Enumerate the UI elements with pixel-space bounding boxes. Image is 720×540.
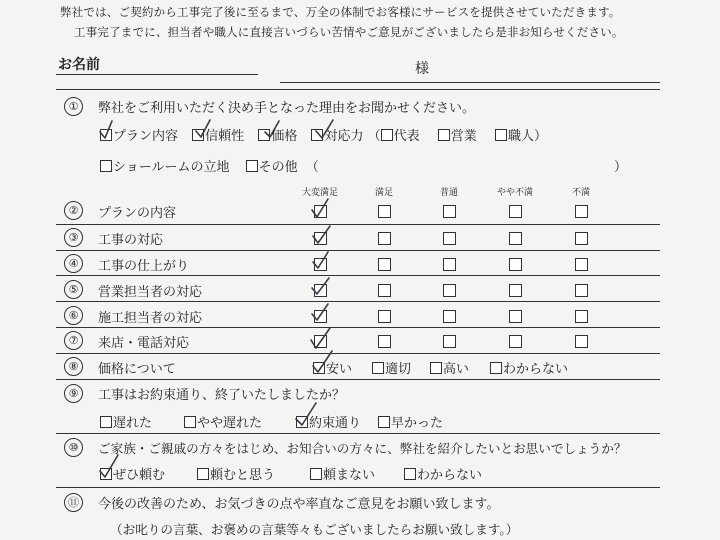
section-divider <box>56 433 660 434</box>
rating-row-label: 工事の仕上がり <box>98 259 190 274</box>
checkbox[interactable] <box>100 416 112 428</box>
column-header-slightly-dissatisfied: やや不満 <box>496 188 533 198</box>
q1-options-row-1 <box>100 125 547 144</box>
row-divider <box>56 275 660 276</box>
q1-other-open-paren: （ <box>305 160 319 175</box>
row-divider <box>56 353 660 354</box>
q1-option-craftsman[interactable]: 職人 <box>495 129 534 144</box>
question-number-8: ⑧ <box>64 357 83 376</box>
name-suffix: 様 <box>415 61 429 77</box>
checkbox[interactable] <box>310 468 322 480</box>
rating-checkbox-6-5[interactable] <box>575 310 588 323</box>
q10-option-definitely[interactable]: ぜひ頼む <box>100 464 165 483</box>
name-label-underline <box>56 74 258 75</box>
q8-option-appropriate[interactable]: 適切 <box>372 358 411 377</box>
checkbox[interactable] <box>311 129 323 141</box>
question-number-5: ⑤ <box>64 280 83 299</box>
q1-option-plan[interactable]: プラン内容 <box>100 129 178 144</box>
checkbox[interactable] <box>192 129 204 141</box>
q9-option-early[interactable]: 早かった <box>378 412 443 431</box>
q10-option-no[interactable]: 頼まない <box>310 464 375 483</box>
rating-checkbox-5-2[interactable] <box>378 284 391 297</box>
name-label: お名前 <box>58 57 100 73</box>
q9-option-slightly-late[interactable]: やや遅れた <box>184 412 262 431</box>
rating-checkbox-3-3[interactable] <box>443 232 456 245</box>
q9-option-late[interactable]: 遅れた <box>100 412 152 431</box>
q1-open-paren: （ <box>367 129 381 144</box>
rating-row-label: 営業担当者の対応 <box>98 285 203 300</box>
question-number-2: ② <box>64 201 83 220</box>
q8-option-expensive[interactable]: 高い <box>430 358 469 377</box>
rating-checkbox-5-3[interactable] <box>443 284 456 297</box>
intro-line-1: 弊社では、ご契約から工事完了後に至るまで、万全の体制でお客様にサービスを提供させていただきます。 <box>60 5 621 19</box>
rating-checkbox-4-1[interactable] <box>314 258 327 271</box>
rating-row-label: 施工担当者の対応 <box>98 311 203 326</box>
q10-option-probably[interactable]: 頼むと思う <box>197 464 275 483</box>
rating-checkbox-3-1[interactable] <box>314 232 327 245</box>
checkbox[interactable] <box>404 468 416 480</box>
checkbox[interactable] <box>378 416 390 428</box>
rating-row-label: プランの内容 <box>98 206 177 221</box>
question-number-1: ① <box>64 97 83 116</box>
row-divider <box>56 224 660 225</box>
q1-option-price[interactable]: 価格 <box>258 129 297 144</box>
checkbox[interactable] <box>372 362 384 374</box>
row-divider <box>56 379 660 380</box>
rating-checkbox-6-4[interactable] <box>509 310 522 323</box>
question-number-3: ③ <box>64 228 83 247</box>
intro-line-2: 工事完了までに、担当者や職人に直接言いづらい苦情やご意見がございましたら是非お知らせください。 <box>74 25 624 39</box>
checkbox[interactable] <box>197 468 209 480</box>
rating-checkbox-4-5[interactable] <box>575 258 588 271</box>
rating-checkbox-5-4[interactable] <box>509 284 522 297</box>
rating-checkbox-7-5[interactable] <box>575 335 588 348</box>
q8-label: 価格について <box>98 362 176 377</box>
q1-close-paren: ） <box>533 129 547 144</box>
rating-checkbox-2-3[interactable] <box>443 205 456 218</box>
rating-checkbox-6-1[interactable] <box>314 310 327 323</box>
checkbox[interactable] <box>258 129 270 141</box>
column-header-dissatisfied: 不満 <box>571 188 590 198</box>
rating-checkbox-7-4[interactable] <box>509 335 522 348</box>
checkbox[interactable] <box>100 468 112 480</box>
q9-text: 工事はお約束通り、終了いたしましたか？ <box>98 388 346 403</box>
checkbox[interactable] <box>381 129 393 141</box>
rating-checkbox-5-5[interactable] <box>575 284 588 297</box>
rating-checkbox-6-2[interactable] <box>378 310 391 323</box>
q1-option-showroom[interactable]: ショールームの立地 <box>100 160 229 175</box>
question-number-9: ⑨ <box>64 384 83 403</box>
q11-text: 今後の改善のため、お気づきの点や率直なご意見をお願い致します。 <box>98 497 500 512</box>
rating-checkbox-7-2[interactable] <box>378 335 391 348</box>
q8-option-unknown[interactable]: わからない <box>490 358 568 377</box>
rating-checkbox-7-1[interactable] <box>314 335 327 348</box>
q10-option-unknown[interactable]: わからない <box>404 464 482 483</box>
rating-checkbox-3-4[interactable] <box>509 232 522 245</box>
q9-option-on-time[interactable]: 約束通り <box>296 412 361 431</box>
q1-option-sales[interactable]: 営業 <box>438 129 477 144</box>
q1-option-rep[interactable]: 代表 <box>381 129 420 144</box>
checkbox[interactable] <box>490 362 502 374</box>
checkbox[interactable] <box>100 160 112 172</box>
rating-checkbox-4-4[interactable] <box>509 258 522 271</box>
rating-checkbox-5-1[interactable] <box>314 284 327 297</box>
rating-checkbox-4-3[interactable] <box>443 258 456 271</box>
q10-text: ご家族・ご親戚の方々をはじめ、お知合いの方々に、弊社を紹介したいとお思いでしょうか？ <box>98 441 627 456</box>
rating-checkbox-6-3[interactable] <box>443 310 456 323</box>
rating-row-label: 来店・電話対応 <box>98 336 190 351</box>
rating-checkbox-2-5[interactable] <box>575 205 588 218</box>
checkbox[interactable] <box>438 129 450 141</box>
checkbox[interactable] <box>246 160 258 172</box>
q1-option-trust[interactable]: 信頼性 <box>192 129 244 144</box>
q8-option-cheap[interactable]: 安い <box>313 358 352 377</box>
row-divider <box>56 301 660 302</box>
section-divider <box>56 89 660 90</box>
checkbox[interactable] <box>100 129 112 141</box>
row-divider <box>56 327 660 328</box>
rating-checkbox-3-2[interactable] <box>378 232 391 245</box>
checkbox[interactable] <box>184 416 196 428</box>
q1-option-response[interactable]: 対応力 <box>311 129 363 144</box>
checkbox[interactable] <box>313 362 325 374</box>
q1-option-other[interactable]: その他 <box>246 160 298 175</box>
question-number-7: ⑦ <box>64 331 83 350</box>
name-field-line[interactable] <box>280 82 660 83</box>
checkbox[interactable] <box>430 362 442 374</box>
column-header-satisfied: 満足 <box>374 188 393 198</box>
q1-text: 弊社をご利用いただく決め手となった理由をお聞かせください。 <box>98 101 476 116</box>
rating-checkbox-2-1[interactable] <box>314 205 327 218</box>
rating-checkbox-3-5[interactable] <box>575 232 588 245</box>
row-divider <box>56 250 660 251</box>
question-number-10: ⑩ <box>64 438 83 457</box>
q1-other-close-paren: ） <box>614 160 628 175</box>
section-divider <box>56 487 660 488</box>
checkbox[interactable] <box>296 416 308 428</box>
rating-checkbox-7-3[interactable] <box>443 335 456 348</box>
question-number-11: ⑪ <box>64 493 83 512</box>
question-number-4: ④ <box>64 254 83 273</box>
rating-row-label: 工事の対応 <box>98 233 164 248</box>
rating-checkbox-2-4[interactable] <box>509 205 522 218</box>
question-number-6: ⑥ <box>64 306 83 325</box>
column-header-neutral: 普通 <box>439 188 458 198</box>
q1-options-row-2 <box>100 156 319 175</box>
checkbox[interactable] <box>495 129 507 141</box>
rating-checkbox-4-2[interactable] <box>378 258 391 271</box>
rating-checkbox-2-2[interactable] <box>378 205 391 218</box>
q11-subtext: （お叱りの言葉、お褒めの言葉等々もございましたらお願い致します。） <box>110 522 519 537</box>
column-header-very-satisfied: 大変満足 <box>301 188 338 198</box>
